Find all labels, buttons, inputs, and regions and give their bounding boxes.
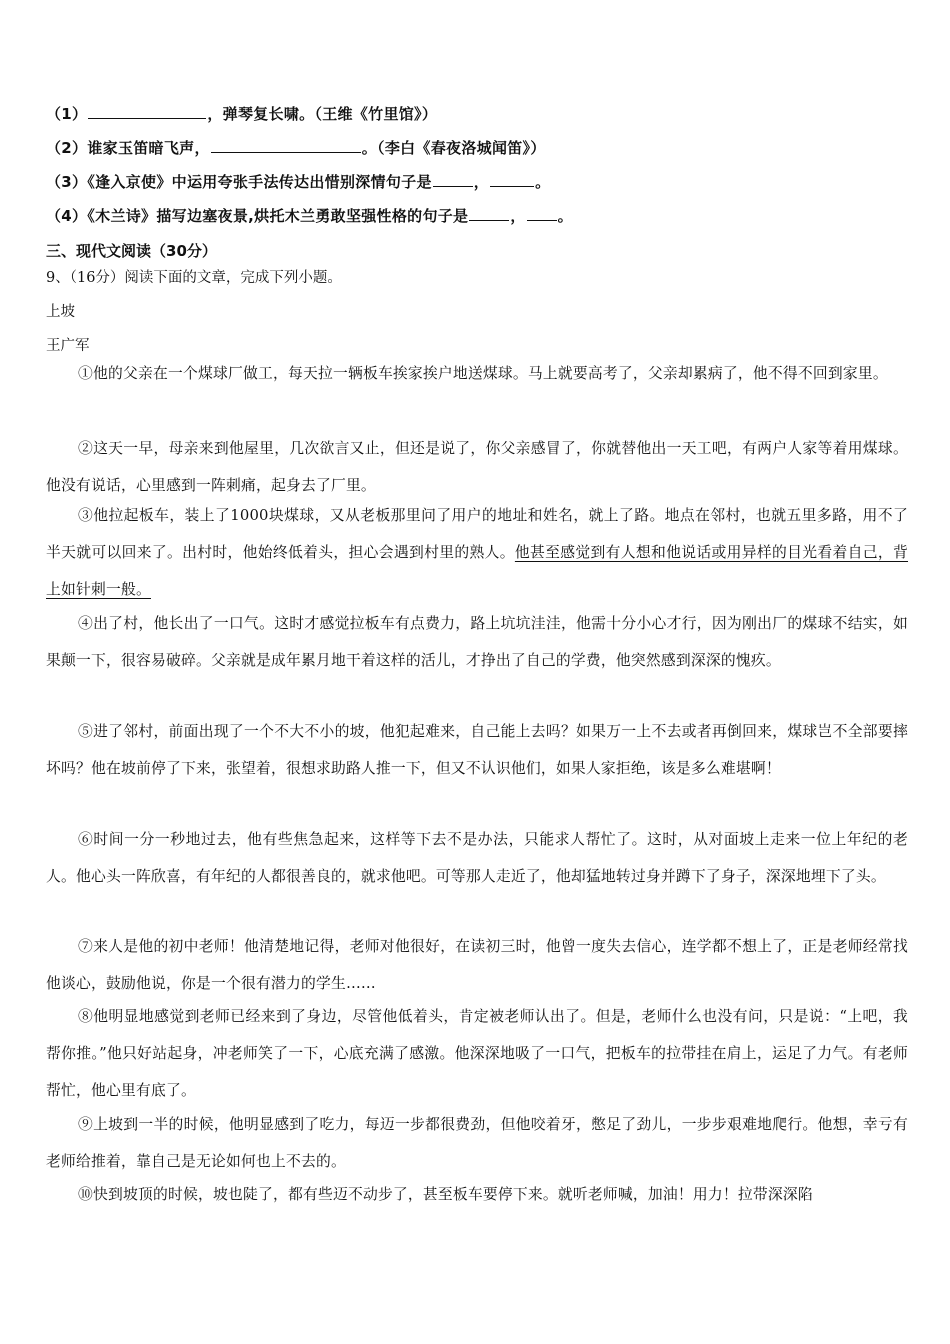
answer-blank[interactable]: [469, 206, 509, 221]
article-title: 上坡: [46, 304, 75, 320]
paragraph-9: ⑨上坡到一半的时候，他明显感到了吃力，每迈一步都很费劲，但他咬着牙，憋足了劲儿，一步步艰难地爬行。他想，幸亏有老师给推着，靠自己是无论如何也上不去的。: [46, 1116, 908, 1170]
paragraph-1: ①他的父亲在一个煤球厂做工，每天拉一辆板车挨家挨户地送煤球。马上就要高考了，父亲却累病了，他不得不回到家里。: [78, 365, 888, 382]
question-text: 谁家玉笛暗飞声，: [87, 139, 210, 157]
answer-blank[interactable]: [433, 172, 473, 187]
question-1: [46, 103, 437, 124]
question-number: （1）: [46, 105, 88, 123]
article-author: 王广军: [46, 338, 90, 354]
question-number: （3）: [46, 173, 88, 191]
question-text: 《木兰诗》描写边塞夜景,烘托木兰勇敢坚强性格的句子是: [87, 207, 469, 225]
question-2: [46, 137, 546, 158]
answer-blank[interactable]: [211, 138, 361, 153]
question-text: 《逢入京使》中运用夸张手法传达出惜别深情句子是: [87, 173, 432, 191]
paragraph-3: ③他拉起板车，装上了1000块煤球，又从老板那里问了用户的地址和姓名，就上了路。地点在邻村，也就五里多路，用不了半天就可以回来了。出村时，他始终低着头，担心会遇到村里的熟人。他甚至感觉到有人想和他说话或用异样的目光看着自己，背上如针刺一般。: [46, 507, 909, 598]
reading-intro: 9、（16分）阅读下面的文章，完成下列小题。: [46, 270, 342, 286]
question-number: （4）: [46, 207, 88, 225]
paragraph-5: ⑤进了邻村，前面出现了一个不大不小的坡，他犯起难来，自己能上去吗？如果万一上不去或者再倒回来，煤球岂不全部要摔坏吗？他在坡前停了下来，张望着，很想求助路人推一下，但又不认识他们，如果人家拒绝，该是多么难堪啊！: [46, 723, 908, 777]
paragraph-10: ⑩快到坡顶的时候，坡也陡了，都有些迈不动步了，甚至板车要停下来。就听老师喊，加油！用力！拉带深深陷: [78, 1186, 813, 1203]
answer-blank[interactable]: [490, 172, 534, 187]
question-text: 。（李白《春夜洛城闻笛》）: [361, 139, 546, 157]
question-end: 。: [535, 173, 551, 191]
paragraph-8: ⑧他明显地感觉到老师已经来到了身边，尽管他低着头，肯定被老师认出了。但是，老师什么也没有问，只是说：“上吧，我帮你推。”他只好站起身，冲老师笑了一下，心底充满了感激。他深深地吸了一口气，把板车的拉带挂在肩上，运足了力气。有老师帮忙，他心里有底了。: [46, 1008, 908, 1099]
answer-blank[interactable]: [527, 206, 557, 221]
paragraph-4: ④出了村，他长出了一口气。这时才感觉拉板车有点费力，路上坑坑洼洼，他需十分小心才行，因为刚出厂的煤球不结实，如果颠一下，很容易破碎。父亲就是成年累月地干着这样的活儿，才挣出了自己的学费，他突然感到深深的愧疚。: [46, 615, 908, 669]
paragraph-6: ⑥时间一分一秒地过去，他有些焦急起来，这样等下去不是办法，只能求人帮忙了。这时，从对面坡上走来一位上年纪的老人。他心头一阵欣喜，有年纪的人都很善良的，就求他吧。可等那人走近了，他却猛地转过身并蹲下了身子，深深地埋下了头。: [46, 831, 908, 885]
answer-blank[interactable]: [88, 104, 206, 119]
question-text: ，弹琴复长啸。（王维《竹里馆》）: [207, 105, 438, 123]
question-end: 。: [557, 207, 573, 225]
question-separator: ，: [510, 207, 526, 225]
underlined-sentence: 他甚至感觉到有人想和他说话或用异样的目光看着自己，背上如针刺一般。: [46, 544, 909, 598]
question-3: [46, 171, 550, 192]
question-separator: ，: [473, 173, 490, 191]
paragraph-7: ⑦来人是他的初中老师！他清楚地记得，老师对他很好，在读初三时，他曾一度失去信心，连学都不想上了，正是老师经常找他谈心，鼓励他说，你是一个很有潜力的学生……: [46, 938, 908, 992]
question-4: [46, 205, 573, 226]
question-number: （2）: [46, 139, 88, 157]
paragraph-2: ②这天一早，母亲来到他屋里，几次欲言又止，但还是说了，你父亲感冒了，你就替他出一天工吧，有两户人家等着用煤球。他没有说话，心里感到一阵刺痛，起身去了厂里。: [46, 440, 908, 494]
section-heading: 三、现代文阅读（30分）: [46, 242, 217, 260]
